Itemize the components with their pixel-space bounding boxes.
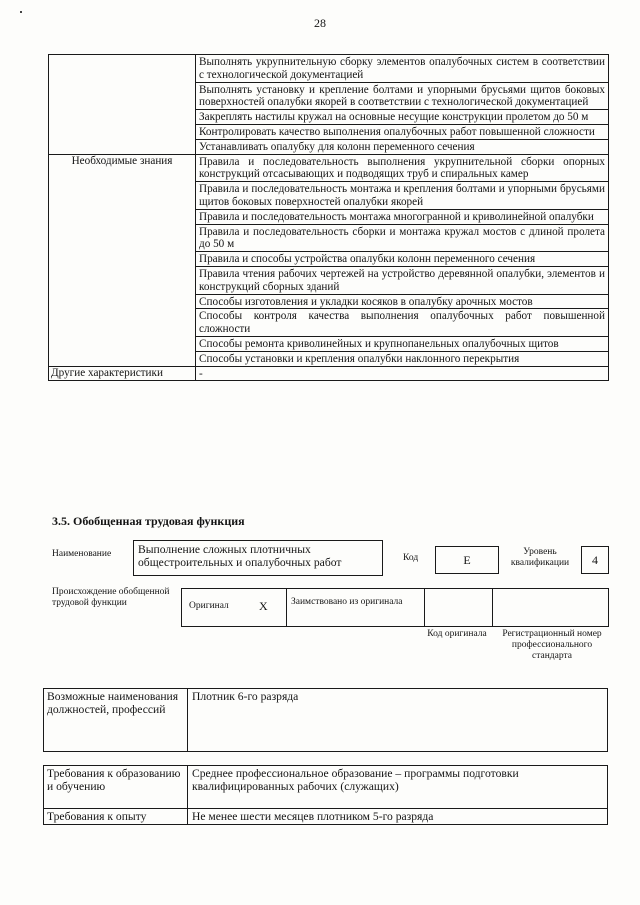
table-cell: Способы ремонта криволинейных и крупнопанельных опалубочных щитов [196,336,609,351]
skills-knowledge-table [48,54,609,381]
divider [286,589,287,626]
name-label: Наименование [52,549,112,559]
table-cell: Закреплять настилы кружал на основные несущие конструкции пролетом до 50 м [196,110,609,125]
level-label: Уровень квалификации [510,547,570,568]
code-original-label: Код оригинала [427,629,487,639]
table-cell: - [196,366,609,381]
table-cell: Правила и последовательность выполнения укрупнительной сборки опорных конструкций отсасывающих и подводящих труб и спиральных камер [196,154,609,182]
divider [492,589,493,626]
table-cell: Способы установки и крепления опалубки наклонного перекрытия [196,351,609,366]
row-label-knowledge: Необходимые знания [49,154,196,366]
table-row [44,689,608,752]
table-cell: Правила и последовательность монтажа многогранной и криволинейной опалубки [196,209,609,224]
table-cell: Контролировать качество выполнения опалубочных работ повышенной сложности [196,124,609,139]
page-number: 28 [314,16,326,30]
table-row [44,766,608,809]
table-cell: Способы изготовления и укладки косяков в опалубку арочных мостов [196,294,609,309]
table-cell: Правила и способы устройства опалубки колонн переменного сечения [196,252,609,267]
positions-table [43,688,608,752]
table-row [44,809,608,825]
origin-row [181,588,609,627]
code-box: E [435,546,499,574]
table-row [49,366,609,381]
row-label-empty [49,55,196,155]
positions-value: Плотник 6-го разряда [188,689,608,752]
level-box: 4 [581,546,609,574]
experience-label: Требования к опыту [44,809,188,825]
function-name-box: Выполнение сложных плотничных общестроительных и опалубочных работ [133,540,383,576]
table-cell: Выполнять укрупнительную сборку элементов опалубочных систем в соответствии с технологической документацией [196,55,609,83]
original-label: Оригинал [189,601,229,611]
divider [424,589,425,626]
section-title: 3.5. Обобщенная трудовая функция [52,514,245,528]
borrowed-label: Заимствовано из оригинала [291,597,403,607]
education-value: Среднее профессиональное образование – программы подготовки квалифицированных рабочих (служащих) [188,766,608,809]
table-cell: Правила чтения рабочих чертежей на устройство деревянной опалубки, элементов и конструкций сборных зданий [196,266,609,294]
requirements-table [43,765,608,825]
code-label: Код [403,553,419,563]
table-cell: Правила и последовательность сборки и монтажа кружал мостов с длиной пролета до 50 м [196,224,609,252]
table-row [49,154,609,182]
row-label-other: Другие характеристики [49,366,196,381]
original-mark: X [259,599,268,613]
table-cell: Выполнять установку и крепление болтами и упорными брусьями щитов боковых поверхностей опалубки якорей в соответствии с технологической документацией [196,82,609,110]
origin-label: Происхождение обобщенной трудовой функции [52,587,170,608]
scan-speck [20,11,22,13]
table-cell: Правила и последовательность монтажа и крепления болтами и упорными брусьями щитов боковых поверхностей опалубки якорей [196,182,609,210]
table-cell: Способы контроля качества выполнения опалубочных работ повышенной сложности [196,309,609,337]
reg-number-label: Регистрационный номер профессионального стандарта [502,629,602,661]
table-row [49,55,609,83]
positions-label: Возможные наименования должностей, профессий [44,689,188,752]
education-label: Требования к образованию и обучению [44,766,188,809]
experience-value: Не менее шести месяцев плотником 5-го разряда [188,809,608,825]
table-cell: Устанавливать опалубку для колонн переменного сечения [196,139,609,154]
